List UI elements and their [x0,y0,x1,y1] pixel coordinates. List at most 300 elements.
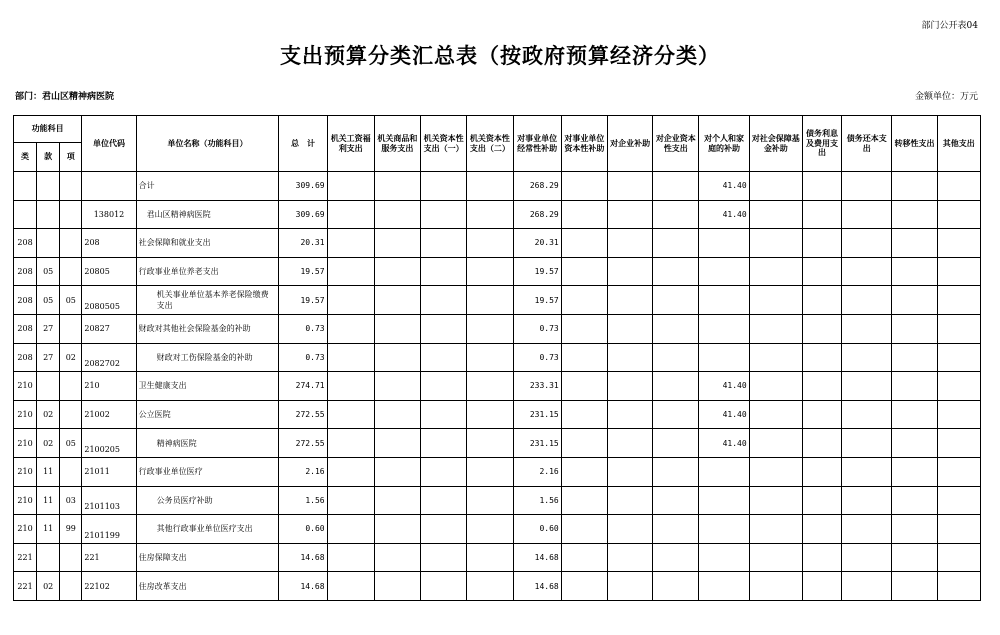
amount-cell [561,400,607,429]
table-row [14,257,981,286]
kuan-cell: 02 [37,429,60,458]
amount-cell [892,543,937,572]
col-header: 对个人和家庭的补助 [699,116,749,172]
kuan-cell: 11 [37,515,60,544]
amount-cell: 0.73 [513,314,561,343]
amount-cell [653,457,699,486]
amount-cell [749,200,802,229]
amount-cell: 19.57 [513,257,561,286]
amount-cell [699,515,749,544]
amount-cell [842,486,892,515]
amount-cell [653,486,699,515]
unit-name-cell: 社会保障和就业支出 [136,229,279,258]
amount-cell [699,286,749,315]
page-title: 支出预算分类汇总表（按政府预算经济分类） [280,44,720,68]
amount-cell [842,400,892,429]
amount-cell [374,314,420,343]
kuan-cell [37,543,60,572]
xiang-cell: 05 [60,429,82,458]
total-cell: 0.73 [279,314,327,343]
amount-cell [467,429,513,458]
amount-cell [749,572,802,601]
amount-cell [937,200,980,229]
amount-cell: 41.40 [699,429,749,458]
unit-name-cell: 住房保障支出 [136,543,279,572]
amount-cell [937,400,980,429]
kuan-cell [37,372,60,401]
amount-cell [892,515,937,544]
total-cell: 0.73 [279,343,327,372]
col-header: 对事业单位经常性补助 [513,116,561,172]
total-cell: 309.69 [279,200,327,229]
lei-cell [14,200,37,229]
col-header: 对企业补助 [607,116,652,172]
amount-cell [374,572,420,601]
amount-cell [749,343,802,372]
amount-cell [421,515,467,544]
amount-cell [802,515,841,544]
kuan-cell [37,229,60,258]
unit-code-cell: 210 [82,372,136,401]
table-row [14,172,981,201]
amount-cell [937,257,980,286]
amount-cell [561,543,607,572]
unit-name-cell: 财政对其他社会保险基金的补助 [136,314,279,343]
table-row [14,286,981,315]
unit-code-cell: 2101103 [82,486,136,515]
amount-cell [653,572,699,601]
amount-cell [842,515,892,544]
amount-cell [653,372,699,401]
amount-cell [653,257,699,286]
total-cell: 272.55 [279,429,327,458]
unit-name-cell: 精神病医院 [136,429,279,458]
amount-cell [467,257,513,286]
amount-cell [607,429,652,458]
amount-cell [892,314,937,343]
amount-cell [653,314,699,343]
amount-cell: 231.15 [513,400,561,429]
amount-cell [653,343,699,372]
xiang-header: 项 [60,143,82,172]
amount-cell [327,457,374,486]
col-header: 债务利息及费用支出 [802,116,841,172]
unit-code-cell: 2100205 [82,429,136,458]
amount-cell [607,200,652,229]
amount-cell [802,229,841,258]
amount-cell [374,172,420,201]
unit-name-cell: 住房改革支出 [136,572,279,601]
amount-cell [374,286,420,315]
amount-cell [749,229,802,258]
total-cell: 1.56 [279,486,327,515]
amount-cell [561,429,607,458]
unit-code-cell: 20805 [82,257,136,286]
amount-cell [421,343,467,372]
amount-cell [607,572,652,601]
unit-name-cell: 机关事业单位基本养老保险缴费支出 [136,286,279,315]
amount-cell [892,257,937,286]
amount-cell [374,372,420,401]
xiang-cell [60,314,82,343]
amount-cell [802,400,841,429]
amount-cell [561,172,607,201]
amount-cell [467,515,513,544]
lei-cell: 221 [14,543,37,572]
amount-cell: 41.40 [699,200,749,229]
amount-cell [699,543,749,572]
amount-cell [467,314,513,343]
amount-cell: 41.40 [699,172,749,201]
amount-cell: 1.56 [513,486,561,515]
budget-table [13,115,981,601]
amount-cell [937,429,980,458]
table-row [14,515,981,544]
lei-cell: 208 [14,343,37,372]
unit-code-cell: 22102 [82,572,136,601]
amount-cell [561,229,607,258]
amount-cell [937,172,980,201]
unit-code-header: 单位代码 [82,116,136,172]
amount-cell [607,515,652,544]
amount-cell [327,200,374,229]
amount-cell: 41.40 [699,400,749,429]
unit-code-cell: 208 [82,229,136,258]
amount-cell [802,572,841,601]
amount-cell [653,172,699,201]
xiang-cell [60,257,82,286]
amount-cell [802,172,841,201]
amount-cell [327,429,374,458]
kuan-cell: 27 [37,343,60,372]
amount-cell [467,486,513,515]
amount-cell: 2.16 [513,457,561,486]
table-body [14,172,981,601]
amount-cell [842,314,892,343]
amount-cell [607,457,652,486]
amount-cell [421,200,467,229]
lei-cell: 221 [14,572,37,601]
amount-cell [467,343,513,372]
amount-cell [327,343,374,372]
amount-cell [892,400,937,429]
col-header: 其他支出 [937,116,980,172]
amount-cell [607,286,652,315]
amount-cell: 268.29 [513,172,561,201]
unit-name-cell: 其他行政事业单位医疗支出 [136,515,279,544]
lei-cell: 210 [14,515,37,544]
col-header: 机关工资福利支出 [327,116,374,172]
lei-cell: 208 [14,286,37,315]
amount-cell [374,200,420,229]
amount-cell [561,486,607,515]
amount-cell [374,543,420,572]
amount-cell [842,257,892,286]
table-row [14,457,981,486]
total-cell: 0.60 [279,515,327,544]
amount-cell [561,457,607,486]
amount-cell [607,372,652,401]
amount-cell [802,257,841,286]
unit-code-cell [82,172,136,201]
amount-cell [749,372,802,401]
amount-cell [374,229,420,258]
unit-name-cell: 卫生健康支出 [136,372,279,401]
amount-cell [374,343,420,372]
kuan-header: 款 [37,143,60,172]
amount-cell [374,257,420,286]
amount-cell [607,343,652,372]
amount-cell [607,257,652,286]
department-label: 部门：君山区精神病医院 [15,92,115,102]
amount-cell [842,229,892,258]
amount-cell [421,429,467,458]
amount-cell [802,457,841,486]
kuan-cell [37,172,60,201]
amount-cell [421,172,467,201]
unit-name-cell: 君山区精神病医院 [136,200,279,229]
unit-code-cell: 221 [82,543,136,572]
amount-unit-label: 金额单位：万元 [914,92,978,102]
amount-cell: 233.31 [513,372,561,401]
amount-cell [607,486,652,515]
amount-cell [561,372,607,401]
amount-cell [327,172,374,201]
amount-cell [327,515,374,544]
amount-cell [892,486,937,515]
col-header: 机关资本性支出（二） [467,116,513,172]
kuan-cell: 11 [37,457,60,486]
xiang-cell: 03 [60,486,82,515]
amount-cell: 0.60 [513,515,561,544]
amount-cell [937,543,980,572]
amount-cell [802,429,841,458]
amount-cell [467,172,513,201]
amount-cell [561,257,607,286]
amount-cell: 20.31 [513,229,561,258]
col-header: 机关资本性支出（一） [421,116,467,172]
unit-code-cell: 2080505 [82,286,136,315]
unit-name-cell: 公立医院 [136,400,279,429]
kuan-cell: 05 [37,286,60,315]
amount-cell [421,314,467,343]
amount-cell [802,343,841,372]
amount-cell [327,314,374,343]
amount-cell [421,400,467,429]
amount-cell [653,429,699,458]
table-row [14,400,981,429]
amount-cell [561,343,607,372]
kuan-cell: 27 [37,314,60,343]
lei-header: 类 [14,143,37,172]
amount-cell [467,457,513,486]
amount-cell [749,457,802,486]
amount-cell: 41.40 [699,372,749,401]
unit-code-cell: 20827 [82,314,136,343]
amount-cell [327,543,374,572]
xiang-cell [60,172,82,201]
amount-cell: 19.57 [513,286,561,315]
col-header: 债务还本支出 [842,116,892,172]
amount-cell [327,229,374,258]
amount-cell [421,486,467,515]
amount-cell [892,429,937,458]
amount-cell [327,400,374,429]
amount-cell [937,486,980,515]
col-header: 转移性支出 [892,116,937,172]
amount-cell [607,543,652,572]
amount-cell [374,400,420,429]
amount-cell [699,457,749,486]
amount-cell [892,372,937,401]
amount-cell [607,314,652,343]
amount-cell [374,486,420,515]
amount-cell [699,314,749,343]
amount-cell [842,343,892,372]
amount-cell [749,314,802,343]
total-cell: 19.57 [279,257,327,286]
total-cell: 14.68 [279,572,327,601]
amount-cell [892,286,937,315]
amount-cell [467,572,513,601]
amount-cell [374,515,420,544]
amount-cell [421,572,467,601]
kuan-cell: 02 [37,572,60,601]
amount-cell [749,172,802,201]
amount-cell [892,572,937,601]
xiang-cell: 05 [60,286,82,315]
xiang-cell [60,543,82,572]
amount-cell [467,229,513,258]
amount-cell [802,200,841,229]
amount-cell [802,314,841,343]
xiang-cell [60,400,82,429]
amount-cell [561,572,607,601]
lei-cell: 210 [14,372,37,401]
amount-cell [699,229,749,258]
amount-cell [937,286,980,315]
unit-name-header: 单位名称（功能科目） [136,116,279,172]
amount-cell [421,372,467,401]
amount-cell [327,486,374,515]
amount-cell [421,229,467,258]
lei-cell: 208 [14,314,37,343]
unit-name-cell: 行政事业单位医疗 [136,457,279,486]
amount-cell [327,257,374,286]
amount-cell [892,172,937,201]
amount-cell [937,457,980,486]
total-cell: 2.16 [279,457,327,486]
amount-cell [802,486,841,515]
xiang-cell [60,372,82,401]
amount-cell [892,343,937,372]
amount-cell [421,257,467,286]
amount-cell [749,257,802,286]
amount-cell [842,457,892,486]
table-row [14,372,981,401]
amount-cell [467,400,513,429]
amount-cell [699,257,749,286]
amount-cell [842,372,892,401]
lei-cell: 210 [14,429,37,458]
amount-cell [842,200,892,229]
total-cell: 19.57 [279,286,327,315]
xiang-cell [60,457,82,486]
lei-cell [14,172,37,201]
xiang-cell [60,200,82,229]
amount-cell [699,343,749,372]
amount-cell: 231.15 [513,429,561,458]
amount-cell [607,172,652,201]
amount-cell [374,429,420,458]
amount-cell [607,400,652,429]
amount-cell [842,429,892,458]
amount-cell [327,372,374,401]
amount-cell [653,400,699,429]
amount-cell [842,572,892,601]
amount-cell [937,229,980,258]
amount-cell [937,515,980,544]
amount-cell [892,229,937,258]
amount-cell [374,457,420,486]
lei-cell: 208 [14,229,37,258]
col-header: 对社会保障基金补助 [749,116,802,172]
col-header: 对企业资本性支出 [653,116,699,172]
lei-cell: 210 [14,400,37,429]
col-header: 对事业单位资本性补助 [561,116,607,172]
amount-cell [653,200,699,229]
amount-cell [467,286,513,315]
table-row [14,229,981,258]
amount-cell: 0.73 [513,343,561,372]
unit-name-cell: 行政事业单位养老支出 [136,257,279,286]
total-cell: 272.55 [279,400,327,429]
amount-cell [892,200,937,229]
xiang-cell [60,572,82,601]
amount-cell [561,200,607,229]
amount-cell: 14.68 [513,543,561,572]
amount-cell [842,286,892,315]
kuan-cell: 11 [37,486,60,515]
form-number: 部门公开表04 [921,21,978,31]
amount-cell [937,572,980,601]
xiang-cell: 99 [60,515,82,544]
kuan-cell: 05 [37,257,60,286]
amount-cell [421,543,467,572]
amount-cell [937,314,980,343]
amount-cell [699,486,749,515]
amount-cell [749,286,802,315]
amount-cell: 268.29 [513,200,561,229]
amount-cell [937,343,980,372]
amount-cell [653,543,699,572]
amount-cell [802,543,841,572]
kuan-cell: 02 [37,400,60,429]
table-row [14,343,981,372]
total-header: 总 计 [279,116,327,172]
total-cell: 14.68 [279,543,327,572]
amount-cell [802,286,841,315]
unit-name-cell: 公务员医疗补助 [136,486,279,515]
total-cell: 274.71 [279,372,327,401]
amount-cell [421,457,467,486]
amount-cell [561,314,607,343]
amount-cell [421,286,467,315]
table-row [14,200,981,229]
table-row [14,543,981,572]
amount-cell [842,172,892,201]
xiang-cell [60,229,82,258]
